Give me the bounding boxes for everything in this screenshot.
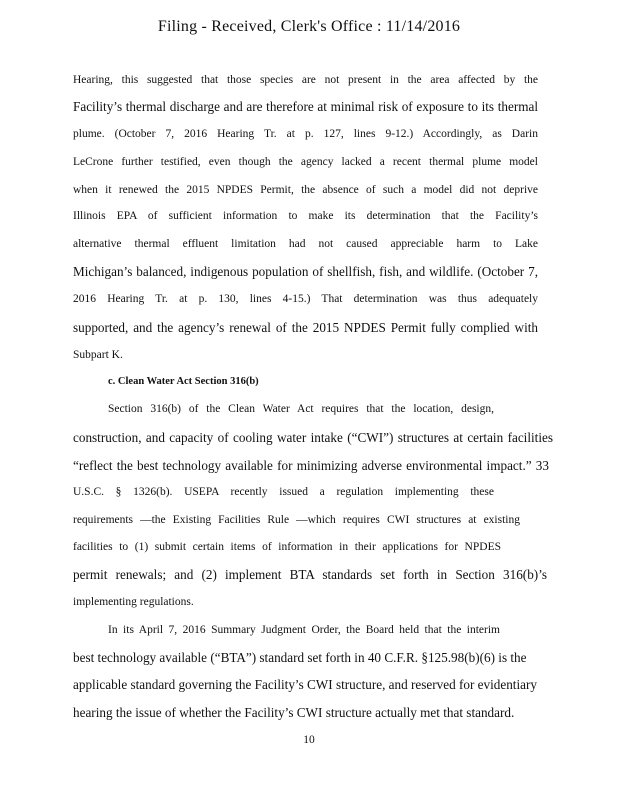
body-line: facilities to (1) submit certain items of information in their applications for NPDES <box>73 541 501 553</box>
body-line: plume. (October 7, 2016 Hearing Tr. at p. 127, lines 9-12.) Accordingly, as Darin <box>73 128 538 140</box>
body-line: hearing the issue of whether the Facility’s CWI structure actually met that standard. <box>73 705 515 720</box>
body-line: Michigan’s balanced, indigenous population of shellfish, fish, and wildlife. (October 7, <box>73 264 538 279</box>
body-line: implementing regulations. <box>73 596 194 608</box>
body-line: “reflect the best technology available for minimizing adverse environmental impact.” 33 <box>73 458 549 473</box>
body-line: Facility’s thermal discharge and are therefore at minimal risk of exposure to its thermal <box>73 99 538 114</box>
body-line: Illinois EPA of sufficient information to make its determination that the Facility’s <box>73 210 538 222</box>
body-line: Hearing, this suggested that those species are not present in the area affected by the <box>73 74 538 86</box>
body-line: best technology available (“BTA”) standard set forth in 40 C.F.R. §125.98(b)(6) is the <box>73 650 527 665</box>
body-line: In its April 7, 2016 Summary Judgment Order, the Board held that the interim <box>108 624 500 636</box>
body-line: 2016 Hearing Tr. at p. 130, lines 4-15.) That determination was thus adequately <box>73 293 538 305</box>
section-heading: c. Clean Water Act Section 316(b) <box>108 376 259 387</box>
body-line: requirements —the Existing Facilities Rule —which requires CWI structures at existing <box>73 514 520 526</box>
body-line: construction, and capacity of cooling water intake (“CWI”) structures at certain facilities <box>73 430 553 445</box>
body-line: U.S.C. § 1326(b). USEPA recently issued a regulation implementing these <box>73 486 494 498</box>
body-line: LeCrone further testified, even though the agency lacked a recent thermal plume model <box>73 156 538 168</box>
body-line: Section 316(b) of the Clean Water Act requires that the location, design, <box>108 403 494 415</box>
body-line: supported, and the agency’s renewal of the 2015 NPDES Permit fully complied with <box>73 320 538 335</box>
body-line: alternative thermal effluent limitation had not caused appreciable harm to Lake <box>73 238 538 250</box>
body-line: when it renewed the 2015 NPDES Permit, the absence of such a model did not deprive <box>73 184 538 196</box>
body-line: applicable standard governing the Facility’s CWI structure, and reserved for evidentiary <box>73 677 537 692</box>
page-number: 10 <box>303 734 315 746</box>
body-line: Subpart K. <box>73 349 123 361</box>
body-line: permit renewals; and (2) implement BTA standards set forth in Section 316(b)’s <box>73 567 547 582</box>
filing-header: Filing - Received, Clerk's Office : 11/14/2016 <box>157 18 461 35</box>
